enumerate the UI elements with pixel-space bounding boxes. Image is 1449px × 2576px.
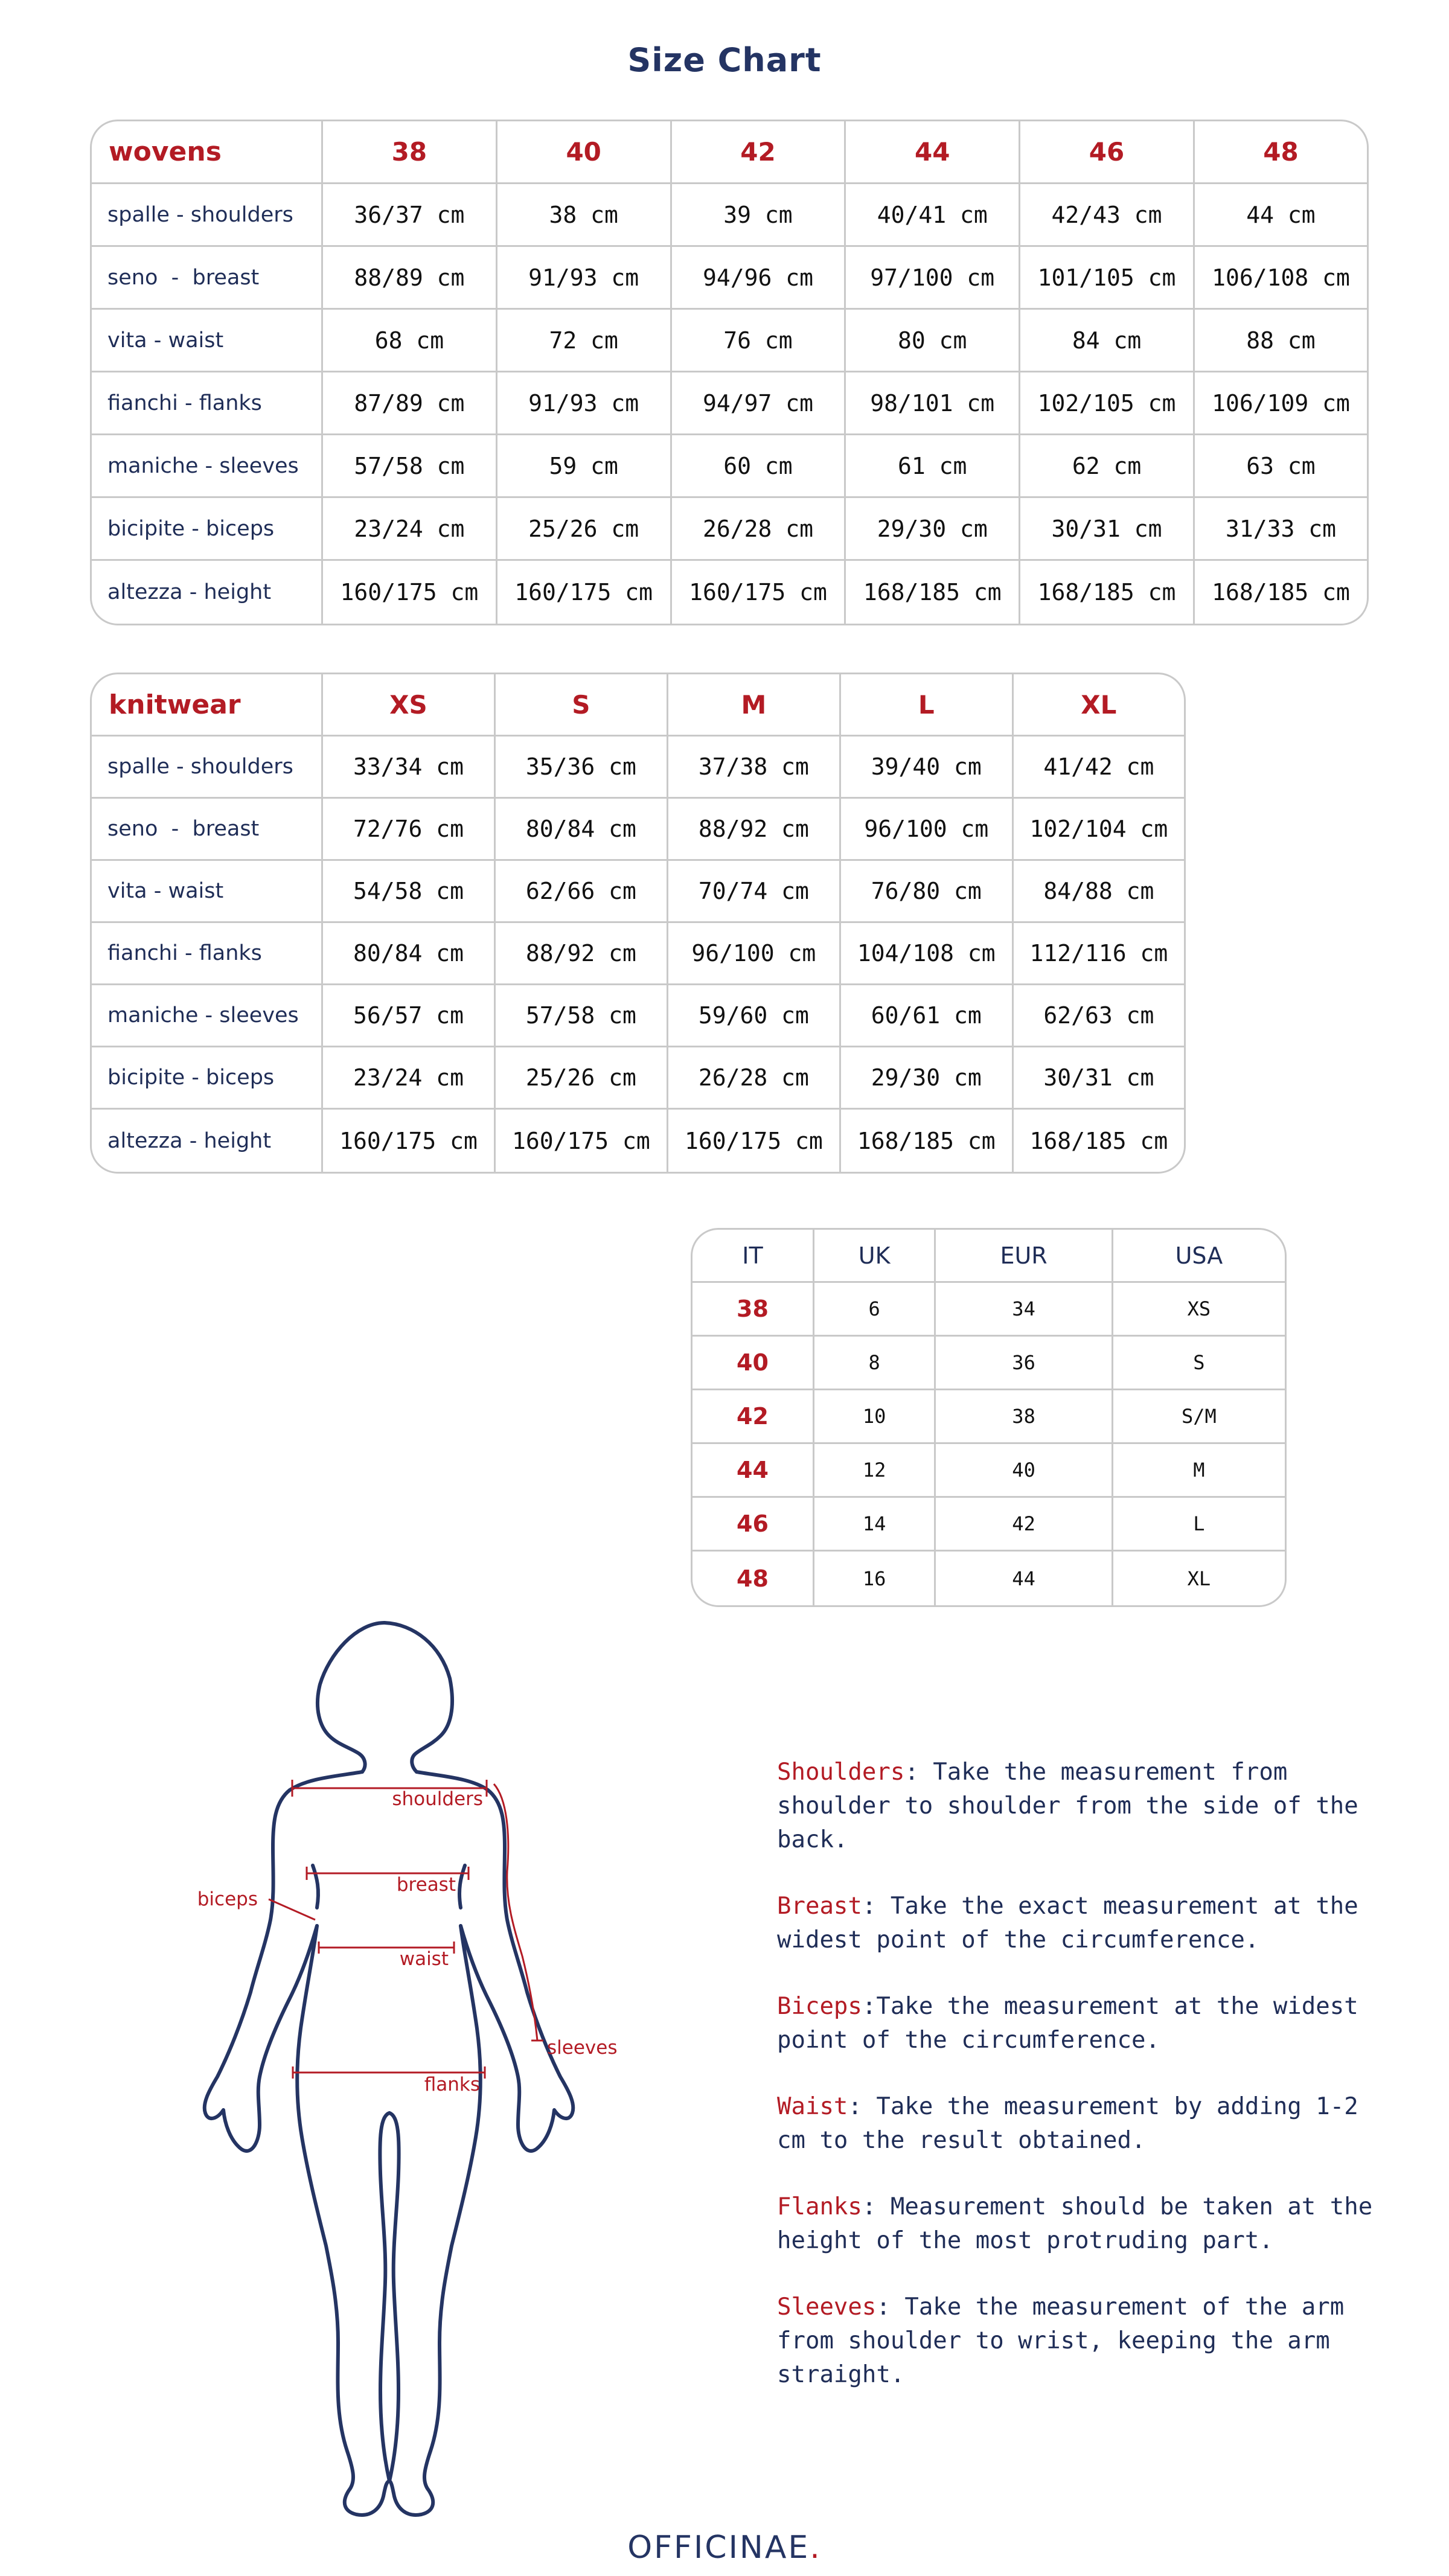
table-cell: 29/30 cm: [841, 1047, 1014, 1110]
table-cell: 12: [814, 1444, 936, 1498]
table-cell: 63 cm: [1195, 435, 1367, 498]
table-cell: 72 cm: [497, 310, 672, 372]
instruction-term: Shoulders: [777, 1759, 905, 1786]
instruction-text: Take the measurement at the widest point of the circumference.: [777, 1993, 1358, 2054]
table-cell: 87/89 cm: [323, 372, 497, 435]
instruction-text: Take the exact measurement at the widest point of the circumference.: [777, 1893, 1358, 1954]
table-cell: 16: [814, 1552, 936, 1605]
table-cell: M: [1113, 1444, 1285, 1498]
table-cell: 88 cm: [1195, 310, 1367, 372]
table-cell: 44 cm: [1195, 184, 1367, 247]
column-header: UK: [814, 1230, 936, 1283]
instruction-text: Take the measurement by adding 1-2 cm to the result obtained.: [777, 2093, 1358, 2154]
instruction-item: [777, 2190, 1393, 2258]
table-cell: L: [1113, 1498, 1285, 1552]
table-row: [693, 1390, 1285, 1444]
instruction-item: [777, 2290, 1393, 2392]
size-conversion-table: [691, 1228, 1287, 1607]
page-title: Size Chart: [627, 41, 822, 79]
body-outline: [205, 1623, 574, 2515]
table-cell: 38: [936, 1390, 1113, 1444]
measure-label: fianchi - flanks: [92, 372, 323, 435]
instruction-term: Flanks: [777, 2193, 862, 2220]
table-cell: 61 cm: [846, 435, 1020, 498]
table-cell: 97/100 cm: [846, 247, 1020, 310]
instruction-item: [777, 1890, 1393, 1957]
table-cell: 102/104 cm: [1014, 799, 1184, 861]
table-cell: 70/74 cm: [668, 861, 841, 923]
table-cell: 40/41 cm: [846, 184, 1020, 247]
instruction-term: Sleeves: [777, 2293, 877, 2321]
table-row: [92, 310, 1367, 372]
it-size-cell: 48: [693, 1552, 814, 1605]
table-row: [693, 1498, 1285, 1552]
size-header: 46: [1020, 121, 1195, 184]
biceps-label: biceps: [197, 1888, 258, 1910]
it-size-cell: 38: [693, 1283, 814, 1337]
conversion-header-row: [693, 1230, 1285, 1283]
table-cell: 160/175 cm: [497, 561, 672, 624]
table-cell: 91/93 cm: [497, 372, 672, 435]
table-cell: 25/26 cm: [497, 498, 672, 561]
table-row: [693, 1337, 1285, 1390]
table-cell: 104/108 cm: [841, 923, 1014, 985]
table-cell: 42/43 cm: [1020, 184, 1195, 247]
measure-label: fianchi - flanks: [92, 923, 323, 985]
wovens-size-table: [90, 120, 1369, 625]
table-cell: 94/96 cm: [672, 247, 846, 310]
table-cell: 168/185 cm: [846, 561, 1020, 624]
brand-dot: .: [810, 2530, 822, 2566]
instruction-text: Measurement should be taken at the height of the most protruding part.: [777, 2193, 1373, 2254]
table-row: [92, 435, 1367, 498]
brand-logo: [0, 2530, 1449, 2566]
column-header: IT: [693, 1230, 814, 1283]
table-cell: 39 cm: [672, 184, 846, 247]
size-header: 42: [672, 121, 846, 184]
table-cell: 59/60 cm: [668, 985, 841, 1047]
wovens-category-label: wovens: [92, 121, 323, 184]
knitwear-size-table: [90, 673, 1186, 1174]
table-cell: 80 cm: [846, 310, 1020, 372]
table-cell: XL: [1187, 1567, 1211, 1590]
size-header: XS: [323, 674, 496, 737]
column-header: USA: [1113, 1230, 1285, 1283]
table-cell: 34: [936, 1283, 1113, 1337]
shoulders-label: shoulders: [392, 1788, 483, 1810]
table-cell: 88/89 cm: [323, 247, 497, 310]
column-header: EUR: [936, 1230, 1113, 1283]
table-row: [92, 1047, 1184, 1110]
table-cell: 112/116 cm: [1014, 923, 1184, 985]
table-cell: 84 cm: [1020, 310, 1195, 372]
it-size-cell: 46: [693, 1498, 814, 1552]
table-cell: 106/108 cm: [1195, 247, 1367, 310]
table-row: [92, 923, 1184, 985]
table-cell: 76 cm: [672, 310, 846, 372]
table-cell: 8: [814, 1337, 936, 1390]
measure-label: bicipite - biceps: [92, 1047, 323, 1110]
instruction-item: [777, 1990, 1393, 2057]
size-header: 48: [1195, 121, 1367, 184]
table-row: [693, 1552, 1285, 1605]
table-cell: 60/61 cm: [841, 985, 1014, 1047]
table-cell: 31/33 cm: [1195, 498, 1367, 561]
measure-label: maniche - sleeves: [92, 985, 323, 1047]
table-cell: 36: [936, 1337, 1113, 1390]
measure-label: spalle - shoulders: [92, 737, 323, 799]
table-cell: 59 cm: [497, 435, 672, 498]
measurement-instructions: [777, 1756, 1393, 2424]
size-header: S: [496, 674, 668, 737]
breast-label: breast: [396, 1874, 456, 1896]
table-cell: 88/92 cm: [496, 923, 668, 985]
measure-label: spalle - shoulders: [92, 184, 323, 247]
body-measurement-figure: [181, 1618, 640, 2523]
table-cell: 38 cm: [497, 184, 672, 247]
measure-label: bicipite - biceps: [92, 498, 323, 561]
table-cell: 30/31 cm: [1020, 498, 1195, 561]
measure-label: altezza - height: [92, 1110, 323, 1172]
waist-label: waist: [399, 1948, 449, 1970]
knitwear-category-label: knitwear: [92, 674, 323, 737]
table-cell: 88/92 cm: [668, 799, 841, 861]
table-row: [92, 799, 1184, 861]
table-cell: XS: [1113, 1283, 1285, 1337]
table-cell: 72/76 cm: [323, 799, 496, 861]
table-cell: 36/37 cm: [323, 184, 497, 247]
measure-label: altezza - height: [92, 561, 323, 624]
table-cell: 98/101 cm: [846, 372, 1020, 435]
table-cell: 44: [936, 1552, 1113, 1605]
instruction-term: Biceps: [777, 1993, 862, 2020]
measure-label: vita - waist: [92, 310, 323, 372]
table-cell: 30/31 cm: [1014, 1047, 1184, 1110]
size-header: XL: [1014, 674, 1184, 737]
knitwear-header-row: [92, 674, 1184, 737]
instruction-separator: :: [848, 2093, 877, 2120]
table-row: [92, 184, 1367, 247]
table-cell: 84/88 cm: [1014, 861, 1184, 923]
brand-name: OFFICINAE: [627, 2530, 810, 2566]
table-row: [92, 561, 1367, 624]
table-cell: 96/100 cm: [668, 923, 841, 985]
size-header: 44: [846, 121, 1020, 184]
table-cell: 35/36 cm: [496, 737, 668, 799]
table-cell: 23/24 cm: [323, 1047, 496, 1110]
table-cell: 6: [814, 1283, 936, 1337]
table-cell: 40: [936, 1444, 1113, 1498]
table-cell: 80/84 cm: [323, 923, 496, 985]
table-cell: 102/105 cm: [1020, 372, 1195, 435]
instruction-item: [777, 2090, 1393, 2158]
table-cell: 57/58 cm: [496, 985, 668, 1047]
table-row: [92, 985, 1184, 1047]
table-cell: 168/185 cm: [841, 1110, 1014, 1172]
table-cell: 14: [814, 1498, 936, 1552]
table-cell: 60 cm: [672, 435, 846, 498]
it-size-cell: 42: [693, 1390, 814, 1444]
table-cell: 168/185 cm: [1029, 1127, 1168, 1154]
instruction-separator: :: [904, 1759, 933, 1786]
table-cell: S: [1113, 1337, 1285, 1390]
table-cell: 56/57 cm: [323, 985, 496, 1047]
table-cell: 62 cm: [1020, 435, 1195, 498]
instruction-separator: :: [862, 1893, 891, 1920]
measure-label: maniche - sleeves: [92, 435, 323, 498]
size-header: 40: [497, 121, 672, 184]
table-cell: 57/58 cm: [323, 435, 497, 498]
instruction-term: Breast: [777, 1893, 862, 1920]
table-cell: 76/80 cm: [841, 861, 1014, 923]
table-cell: 168/185 cm: [1020, 561, 1195, 624]
table-cell: 26/28 cm: [668, 1047, 841, 1110]
table-cell: 101/105 cm: [1020, 247, 1195, 310]
table-cell: 23/24 cm: [323, 498, 497, 561]
table-cell: 160/175 cm: [323, 561, 497, 624]
table-cell: 91/93 cm: [497, 247, 672, 310]
table-cell: 62/63 cm: [1014, 985, 1184, 1047]
table-row: [92, 247, 1367, 310]
measure-label: seno - breast: [92, 799, 323, 861]
table-row: [92, 737, 1184, 799]
table-cell: 33/34 cm: [323, 737, 496, 799]
table-cell: 68 cm: [323, 310, 497, 372]
table-cell: 42: [936, 1498, 1113, 1552]
table-cell: 160/175 cm: [323, 1110, 496, 1172]
it-size-cell: 44: [693, 1444, 814, 1498]
body-silhouette-illustration: [181, 1618, 640, 2523]
table-row: [693, 1444, 1285, 1498]
table-row: [693, 1283, 1285, 1337]
flanks-label: flanks: [424, 2074, 480, 2095]
figure-labels: [197, 1788, 618, 2095]
measure-label: seno - breast: [92, 247, 323, 310]
table-cell: 160/175 cm: [496, 1110, 668, 1172]
measure-label: vita - waist: [92, 861, 323, 923]
table-cell: 106/109 cm: [1195, 372, 1367, 435]
table-row: [92, 1110, 1184, 1172]
table-cell: 80/84 cm: [496, 799, 668, 861]
instruction-separator: :: [862, 2193, 891, 2220]
wovens-header-row: [92, 121, 1367, 184]
table-row: [92, 498, 1367, 561]
size-header: M: [668, 674, 841, 737]
instruction-item: [777, 1756, 1393, 1857]
table-cell: 29/30 cm: [846, 498, 1020, 561]
table-cell: 160/175 cm: [668, 1110, 841, 1172]
table-cell: 54/58 cm: [323, 861, 496, 923]
instruction-text: Take the measurement from shoulder to shoulder from the side of the back.: [777, 1759, 1358, 1853]
table-cell: 94/97 cm: [672, 372, 846, 435]
table-cell: 41/42 cm: [1014, 737, 1184, 799]
table-cell: 26/28 cm: [672, 498, 846, 561]
sleeves-label: sleeves: [547, 2037, 618, 2059]
table-cell: 10: [814, 1390, 936, 1444]
biceps-line: [269, 1899, 315, 1920]
table-cell: 25/26 cm: [496, 1047, 668, 1110]
table-cell: 160/175 cm: [672, 561, 846, 624]
table-cell: 62/66 cm: [496, 861, 668, 923]
size-header: 38: [323, 121, 497, 184]
instruction-text: Take the measurement of the arm from shoulder to wrist, keeping the arm straight.: [777, 2293, 1345, 2388]
table-cell: 168/185 cm: [1212, 579, 1350, 606]
instruction-separator: :: [862, 1993, 877, 2020]
table-row: [92, 372, 1367, 435]
it-size-cell: 40: [693, 1337, 814, 1390]
size-header: L: [841, 674, 1014, 737]
table-cell: S/M: [1113, 1390, 1285, 1444]
table-cell: 96/100 cm: [841, 799, 1014, 861]
instruction-separator: :: [876, 2293, 905, 2321]
instruction-term: Waist: [777, 2093, 848, 2120]
table-cell: 39/40 cm: [841, 737, 1014, 799]
table-row: [92, 861, 1184, 923]
table-cell: 37/38 cm: [668, 737, 841, 799]
